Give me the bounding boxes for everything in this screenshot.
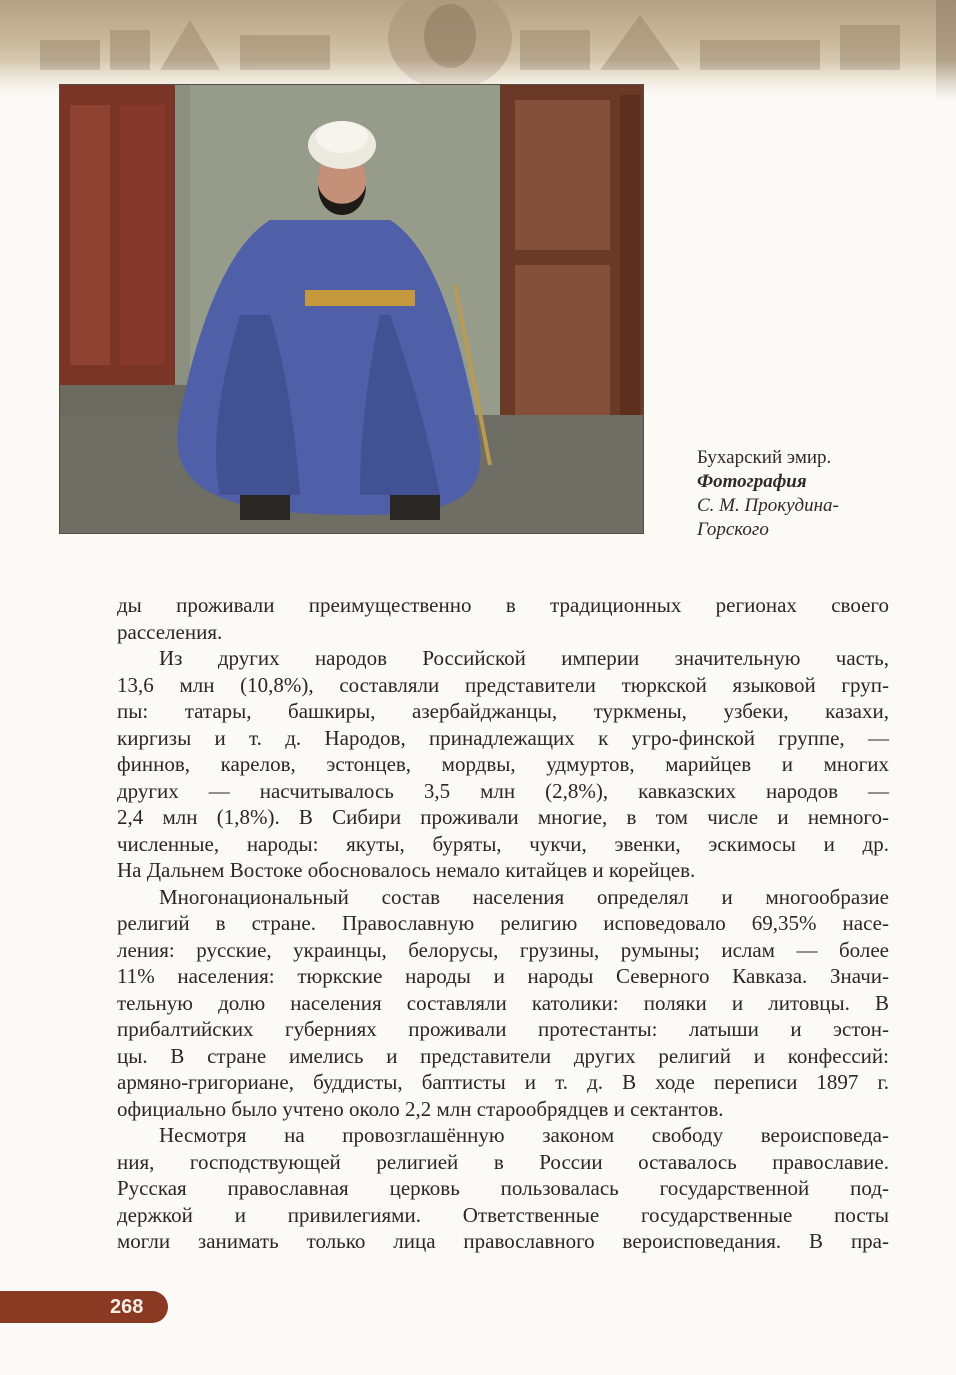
text-line: религий в стране. Православную религию исповедовало 69,35% насе- — [117, 911, 889, 935]
caption-title: Бухарский эмир. — [697, 447, 832, 468]
text-line: 11% населения: тюркские народы и народы Северного Кавказа. Значи- — [117, 964, 889, 988]
text-line: финнов, карелов, эстонцев, мордвы, удмуртов, марийцев и многих — [117, 752, 889, 776]
text-line: тельную долю населения составляли католики: поляки и литовцы. В — [117, 990, 889, 1015]
text-line: держкой и привилегиями. Ответственные государственные посты — [117, 1202, 889, 1227]
text-line: официально было учтено около 2,2 млн старообрядцев и сектантов. — [117, 1096, 724, 1121]
caption-author-line2: Горского — [697, 519, 769, 540]
text-line: 13,6 млн (10,8%), составляли представители тюркской языковой груп- — [117, 672, 889, 697]
text-line: пы: татары, башкиры, азербайджанцы, туркмены, узбеки, казахи, — [117, 699, 889, 723]
text-line: киргизы и т. д. Народов, принадлежащих к угро-финской группе, — — [117, 725, 889, 750]
paragraph-start: Несмотря на провозглашённую законом свободу вероисповеда- — [159, 1123, 889, 1147]
text-line: ления: русские, украинцы, белорусы, грузины, румыны; ислам — более — [117, 937, 889, 962]
text-line: На Дальнем Востоке обосновалось немало китайцев и корейцев. — [117, 858, 696, 882]
text-line: численные, народы: якуты, буряты, чукчи, эвенки, эскимосы и др. — [117, 831, 889, 856]
caption-photo-label: Фотография — [697, 471, 807, 492]
page-number: 268 — [110, 1296, 144, 1318]
text-line: ды проживали преимущественно в традиционных регионах своего — [117, 593, 889, 617]
photo-bukhara-emir — [59, 84, 644, 534]
text-line: прибалтийских губерниях проживали протестанты: латыши и эстон- — [117, 1017, 889, 1041]
paragraph-start: Многонациональный состав населения определял и многообразие — [159, 884, 889, 909]
text-line: армяно-григориане, буддисты, баптисты и т. д. В ходе переписи 1897 г. — [117, 1070, 889, 1094]
text-line: могли занимать только лица православного вероисповедания. В пра- — [117, 1229, 889, 1253]
text-line: расселения. — [117, 619, 223, 644]
text-line: ния, господствующей религией в России оставалось православие. — [117, 1149, 889, 1174]
text-line: Русская православная церковь пользовалась государственной под- — [117, 1176, 889, 1200]
caption-author-line1: С. М. Прокудина- — [697, 495, 839, 516]
text-line: других — насчитывалось 3,5 млн (2,8%), кавказских народов — — [117, 778, 889, 803]
text-line: 2,4 млн (1,8%). В Сибири проживали многие, в том числе и немного- — [117, 805, 889, 829]
photo-caption — [697, 446, 927, 542]
main-body-text — [117, 592, 889, 1255]
text-line: цы. В стране имелись и представители других религий и конфессий: — [117, 1043, 889, 1068]
paragraph-start: Из других народов Российской империи значительную часть, — [159, 646, 889, 670]
